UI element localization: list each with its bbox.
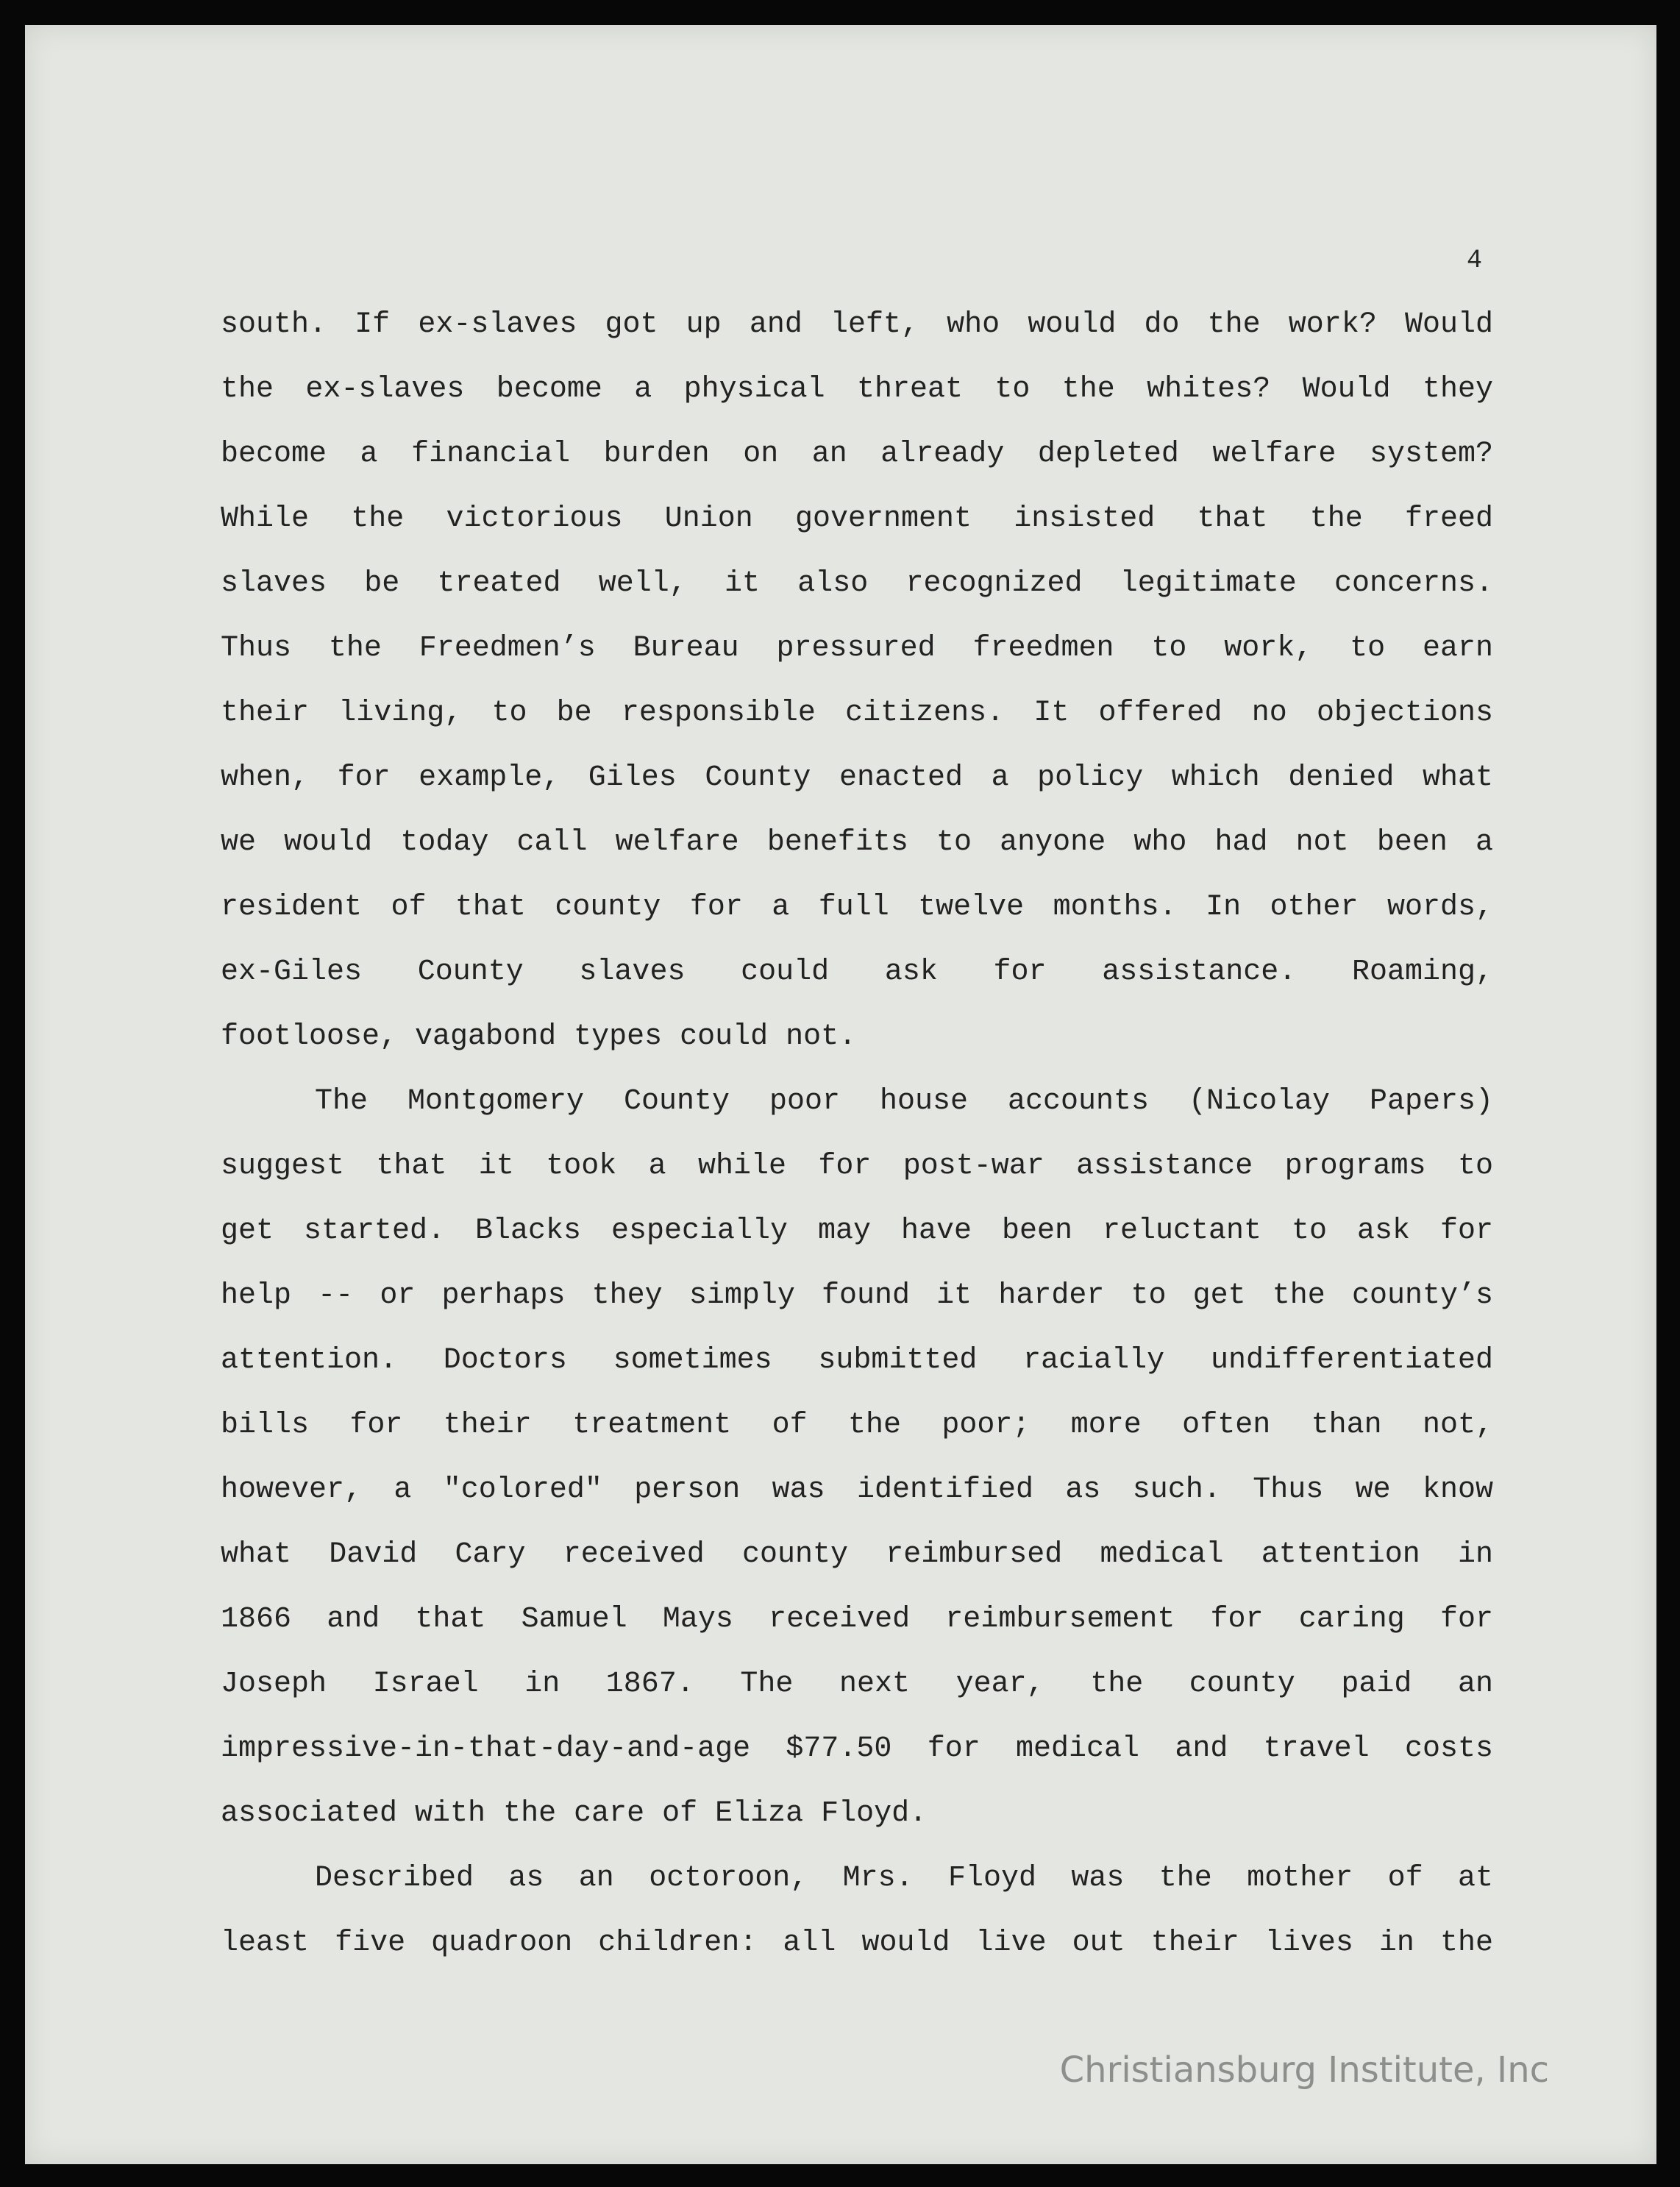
text-line: however, a "colored" person was identified as such. Thus we know [221, 1473, 1493, 1507]
text-line: attention. Doctors sometimes submitted racially undifferentiated [221, 1344, 1493, 1377]
text-line: Thus the Freedmen’s Bureau pressured freedmen to work, to earn [221, 632, 1493, 665]
text-line: when, for example, Giles County enacted a policy which denied what [221, 761, 1493, 794]
text-line: help -- or perhaps they simply found it harder to get the county’s [221, 1279, 1493, 1312]
text-line: 1866 and that Samuel Mays received reimbursement for caring for [221, 1603, 1493, 1636]
text-line: we would today call welfare benefits to anyone who had not been a [221, 826, 1493, 859]
text-line: Described as an octoroon, Mrs. Floyd was the mother of at [315, 1862, 1493, 1895]
text-line: their living, to be responsible citizens. It offered no objections [221, 697, 1493, 730]
text-line: While the victorious Union government insisted that the freed [221, 502, 1493, 536]
text-line: bills for their treatment of the poor; more often than not, [221, 1409, 1493, 1442]
text-line: Joseph Israel in 1867. The next year, the county paid an [221, 1668, 1493, 1701]
page-number: 4 [1467, 246, 1483, 275]
text-line: what David Cary received county reimbursed medical attention in [221, 1538, 1493, 1571]
watermark: Christiansburg Institute, Inc [1059, 2049, 1549, 2091]
text-line: The Montgomery County poor house accounts (Nicolay Papers) [315, 1085, 1493, 1118]
text-line: ex-Giles County slaves could ask for assistance. Roaming, [221, 956, 1493, 989]
text-line: resident of that county for a full twelve months. In other words, [221, 891, 1493, 924]
text-line: associated with the care of Eliza Floyd. [221, 1797, 928, 1830]
text-line: the ex-slaves become a physical threat to the whites? Would they [221, 373, 1493, 406]
text-line: suggest that it took a while for post-war assistance programs to [221, 1150, 1493, 1183]
text-line: least five quadroon children: all would live out their lives in the [221, 1927, 1493, 1960]
text-line: become a financial burden on an already depleted welfare system? [221, 438, 1493, 471]
text-line: impressive-in-that-day-and-age $77.50 for medical and travel costs [221, 1732, 1493, 1765]
text-line: get started. Blacks especially may have been reluctant to ask for [221, 1215, 1493, 1248]
text-line: slaves be treated well, it also recognized legitimate concerns. [221, 567, 1493, 600]
text-line: south. If ex-slaves got up and left, who would do the work? Would [221, 308, 1493, 341]
document-page [25, 25, 1656, 2164]
text-line: footloose, vagabond types could not. [221, 1020, 857, 1053]
body-text [221, 302, 1493, 1985]
